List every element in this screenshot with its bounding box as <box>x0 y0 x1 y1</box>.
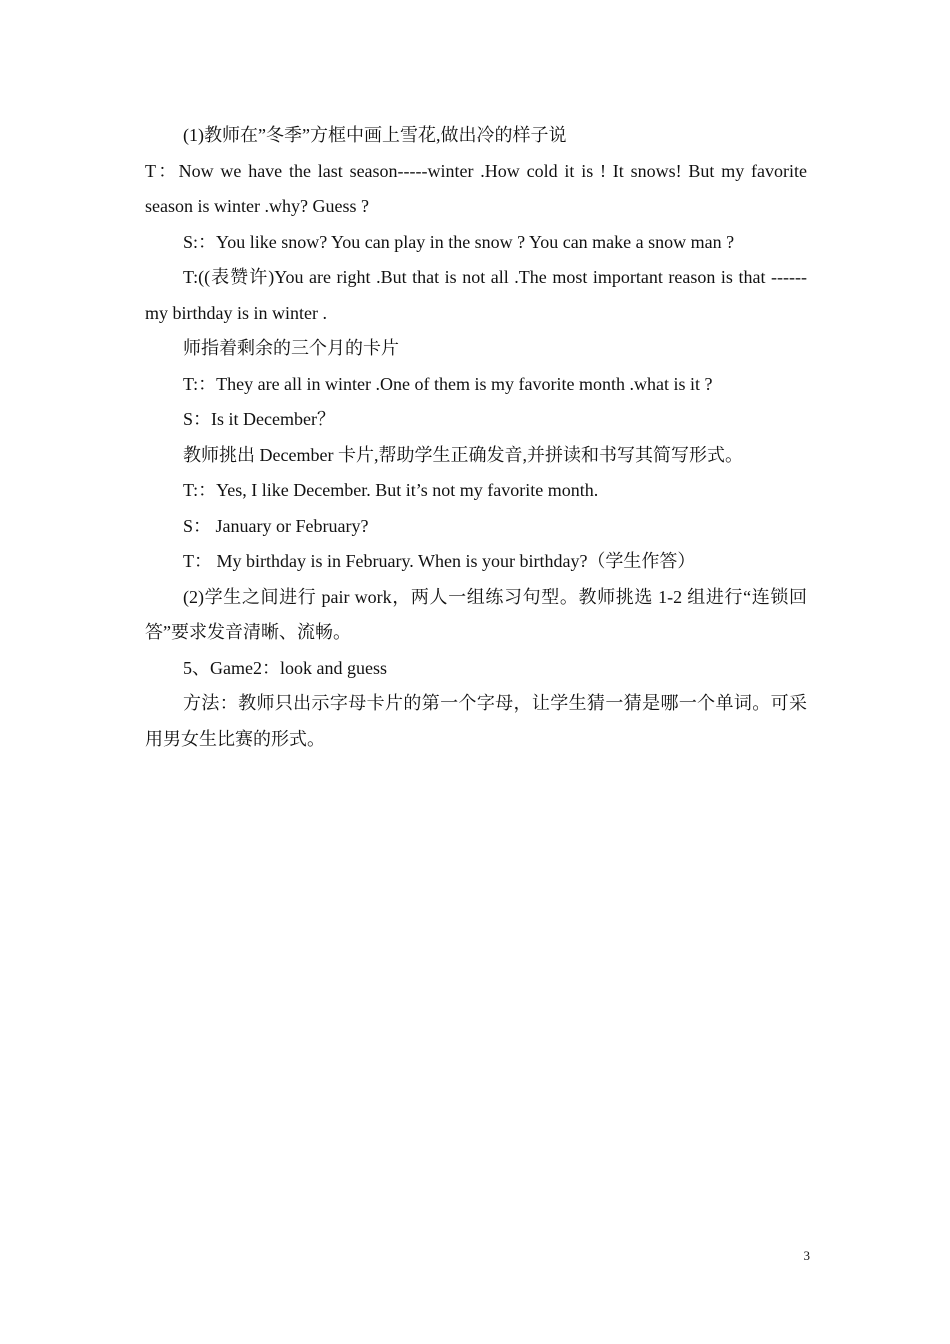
paragraph-teacher-favorite-month: T:：They are all in winter .One of them is my favorite month .what is it ? <box>183 373 713 394</box>
paragraph-teacher-birthday-winter: T:((表赞许)You are right .But that is not all .The most important reason is that ------my birthday is in winter . <box>145 267 807 323</box>
paragraph-game2-heading: 5、Game2：look and guess <box>183 657 387 678</box>
paragraph-student-guess-snow: S:：You like snow? You can play in the snow ? You can make a snow man ? <box>183 231 735 252</box>
paragraph-teacher-birthday-february: T： My birthday is in February. When is your birthday?（学生作答） <box>183 551 696 571</box>
paragraph-teacher-not-favorite: T:：Yes, I like December. But it’s not my favorite month. <box>183 480 599 500</box>
paragraph-teacher-december-card: 教师挑出 December 卡片,帮助学生正确发音,并拼读和书写其简写形式。 <box>183 444 743 465</box>
paragraph-game2-method: 方法：教师只出示字母卡片的第一个字母，让学生猜一猜是哪一个单词。可采用男女生比赛的形式。 <box>145 693 807 749</box>
paragraph-teacher-points-cards: 师指着剩余的三个月的卡片 <box>183 338 399 358</box>
paragraph-pair-work: (2)学生之间进行 pair work，两人一组练习句型。教师挑选 1-2 组进行“连锁回答”要求发音清晰、流畅。 <box>145 586 807 642</box>
paragraph-teacher-winter-intro: T：Now we have the last season-----winter .How cold it is ! It snows! But my favorite season is winter .why? Guess ? <box>145 160 807 216</box>
page-number: 3 <box>803 1248 810 1263</box>
paragraph-student-january-february: S： January or February? <box>183 515 369 536</box>
paragraph-teacher-draws-snow: (1)教师在”冬季”方框中画上雪花,做出冷的样子说 <box>183 125 567 145</box>
document-body <box>145 118 807 757</box>
paragraph-student-december: S：Is it December？ <box>183 409 335 429</box>
